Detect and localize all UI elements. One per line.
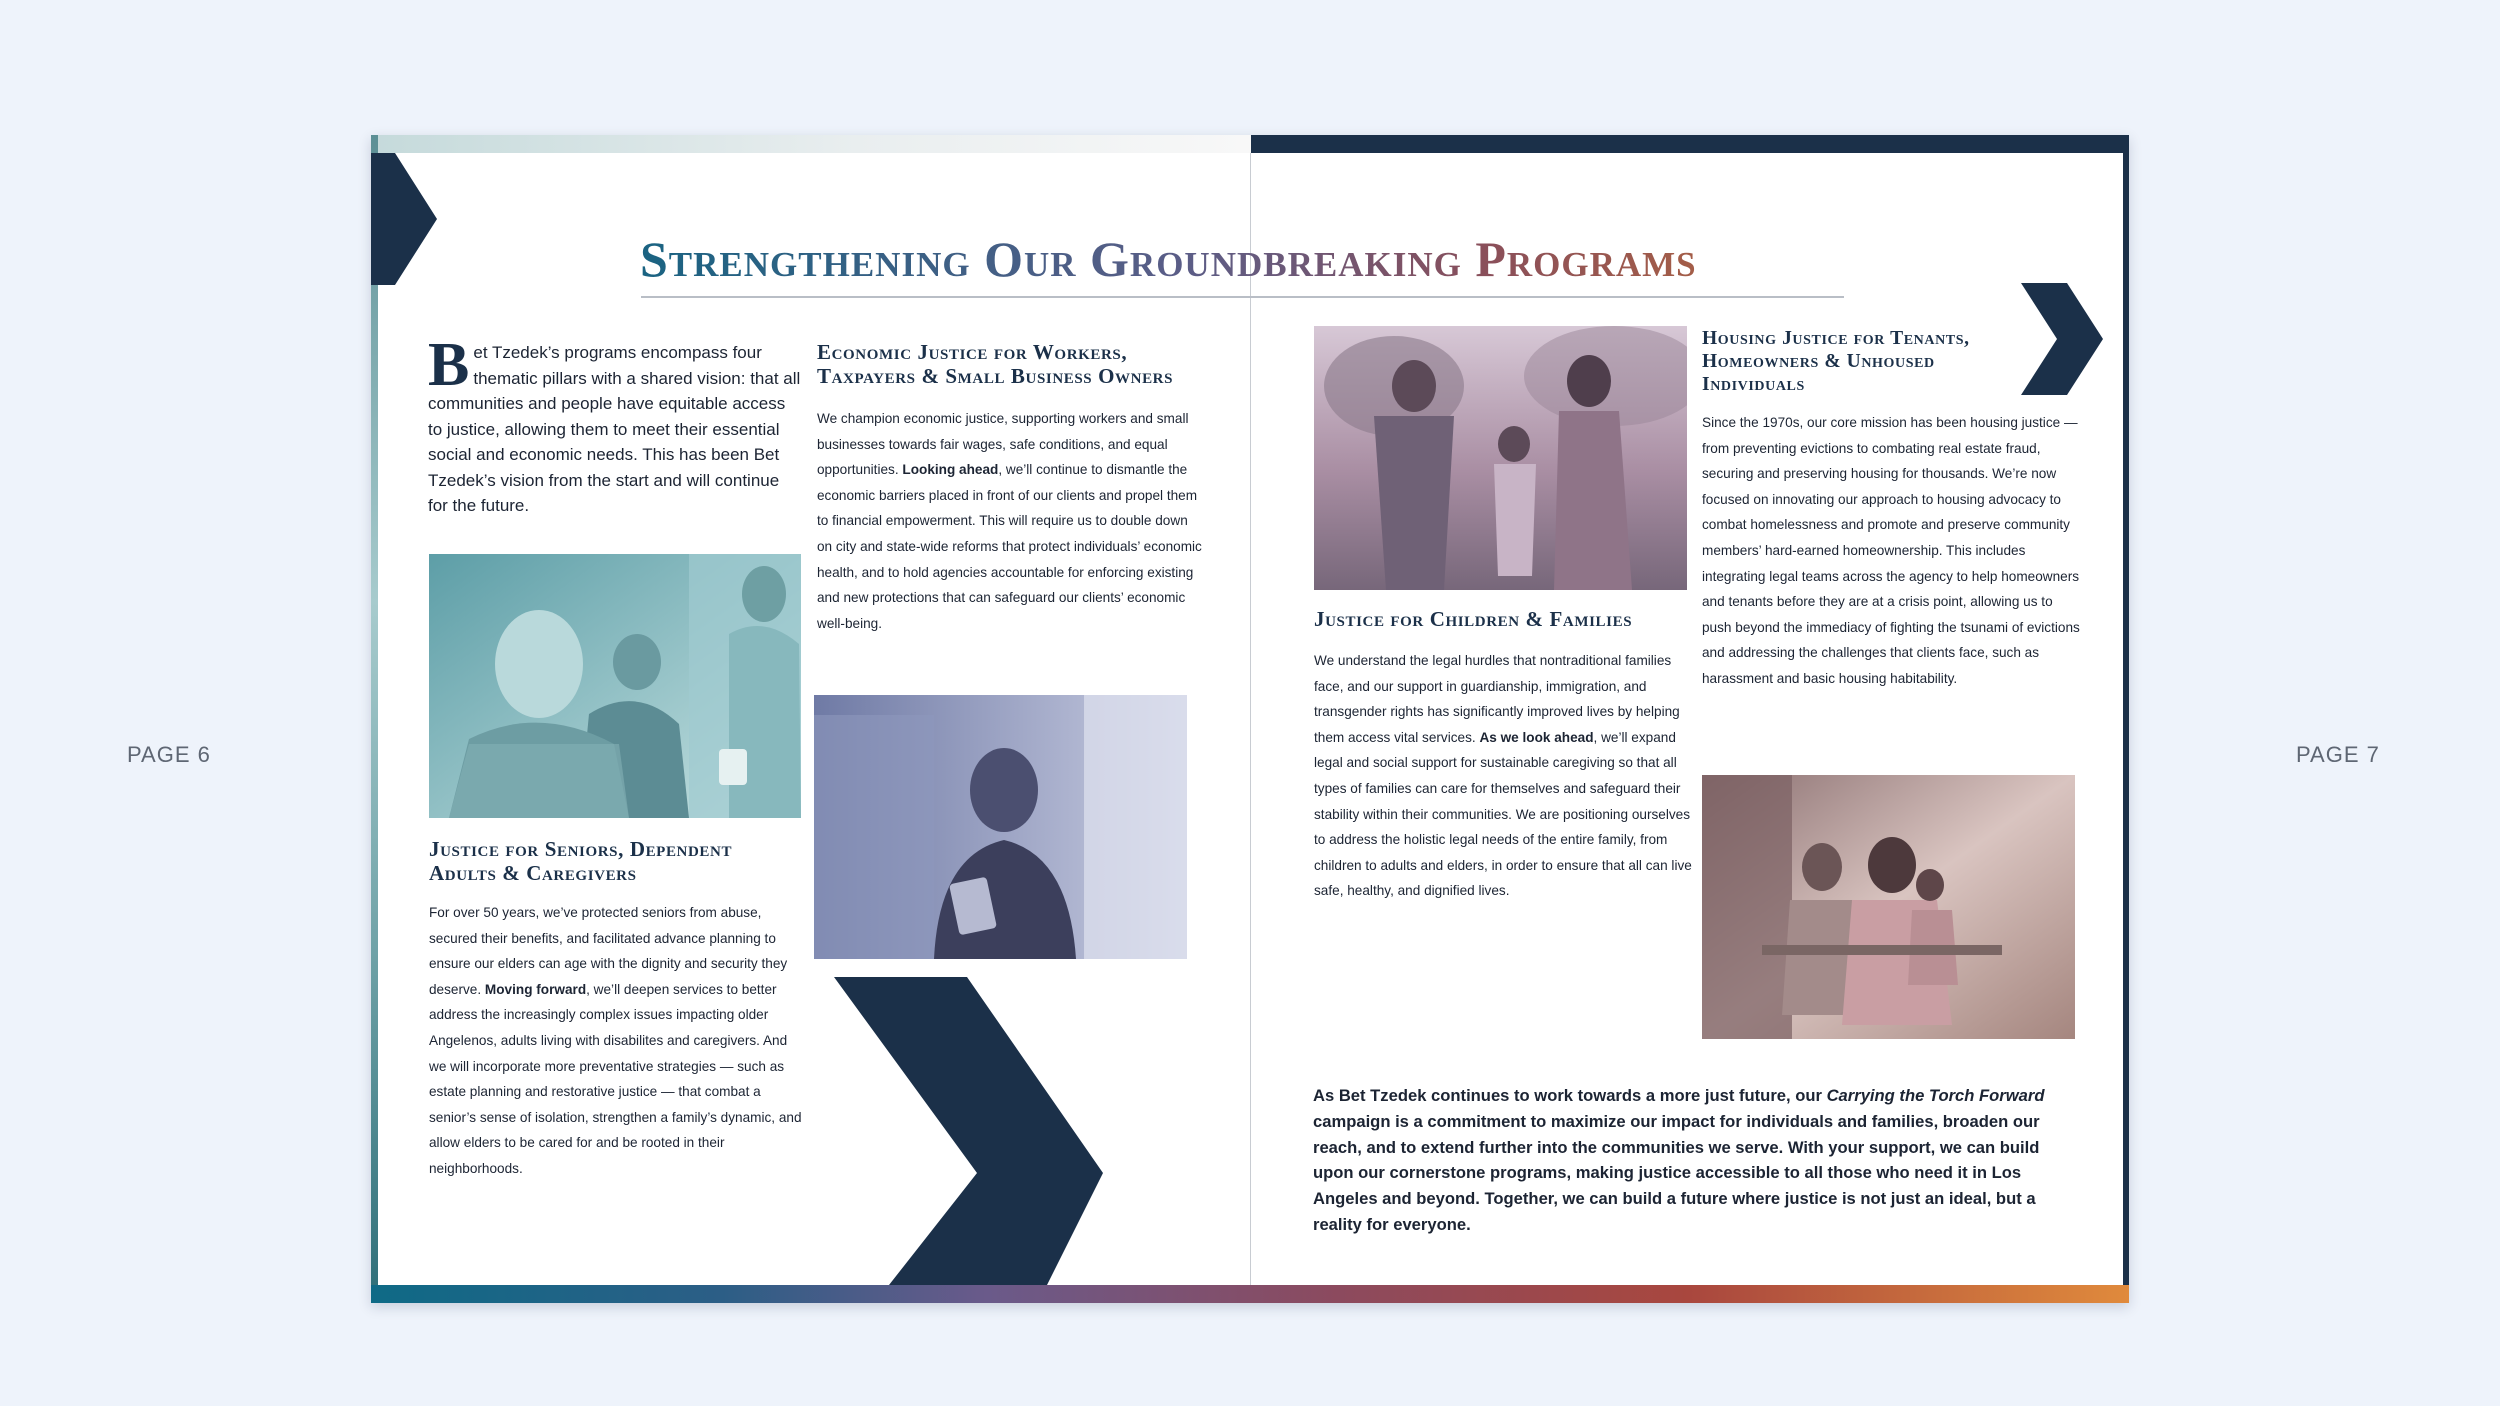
heading-economic: Economic Justice for Workers, Taxpayers & Small Business Owners (817, 340, 1174, 388)
page-gutter (1250, 153, 1251, 1285)
top-bar-left (371, 135, 1251, 153)
photo-business-owner (814, 695, 1187, 959)
page-label-right: PAGE 7 (2296, 742, 2380, 767)
drop-cap: B (428, 331, 470, 399)
body-seniors: For over 50 years, we’ve protected seniors from abuse, secured their benefits, and facilitated advance planning to ensure our elders can age with the dignity and security they deserve. Moving forward, we’ll deepen services to better address the increasingly complex issues impacting older Angelenos, adults living with disabilites and caregivers. And we will incorporate more preventative strategies — such as estate planning and restorative justice — that combat a senior’s sense of isolation, strengthen a family’s dynamic, and allow elders to be cared for and be rooted in their neighborhoods. (429, 905, 802, 1176)
closing-paragraph: As Bet Tzedek continues to work towards a more just future, our Carrying the Torch Forward campaign is a commitment to maximize our impact for individuals and families, broaden our reach, and to extend further into the communities we serve. With your support, we can build upon our cornerstone programs, making justice accessible to all those who need it in Los Angeles and beyond. Together, we can build a future where justice is not just an ideal, but a reality for everyone. (1313, 1086, 2045, 1234)
intro-paragraph (428, 331, 803, 519)
heading-housing: Housing Justice for Tenants, Homeowners & Unhoused Individuals (1702, 328, 1970, 395)
chevron-top-left-icon (371, 153, 441, 303)
body-children: We understand the legal hurdles that nontraditional families face, and our support in guardianship, immigration, and transgender rights has significantly improved lives by helping them access vital services. As we look ahead, we’ll expand legal and social support for sustainable caregiving so that all types of families can care for themselves and safeguard their stability within their communities. We are positioning ourselves to address the holistic legal needs of the entire family, from children to adults and elders, in order to ensure that all can live safe, healthy, and dignified lives. (1314, 653, 1692, 899)
heading-seniors: Justice for Seniors, Dependent Adults & Caregivers (429, 837, 733, 885)
photo-seniors (429, 554, 801, 818)
page-title: Strengthening Our Groundbreaking Programs (640, 230, 1850, 288)
body-economic: We champion economic justice, supporting workers and small businesses towards fair wages, safe conditions, and equal opportunities. Looking ahead, we’ll continue to dismantle the economic barriers placed in front of our clients and propel them to financial empowerment. This will require us to double down on city and state-wide reforms that protect individuals’ economic health, and to hold agencies accountable for enforcing existing and new protections that can safeguard our clients’ economic well-being. (817, 411, 1202, 631)
heading-children: Justice for Children & Families (1314, 607, 1633, 631)
chevron-large-icon (834, 977, 1106, 1285)
top-bar-right (1251, 135, 2129, 153)
photo-homeowners (1702, 775, 2075, 1039)
bottom-gradient-bar (371, 1285, 2129, 1303)
right-edge-strip (2123, 135, 2129, 1285)
body-housing: Since the 1970s, our core mission has been housing justice — from preventing evictions to combating real estate fraud, securing and preserving housing for thousands. We’re now focused on innovating our approach to housing advocacy to combat homelessness and promote and preserve community members’ hard-earned homeownership. This includes integrating legal teams across the agency to help homeowners and tenants before they are at a crisis point, allowing us to push beyond the immediacy of fighting the tsunami of evictions and addressing the challenges that clients face, such as harassment and basic housing habitability. (1702, 415, 2080, 686)
left-edge-strip (371, 135, 378, 1303)
title-rule (641, 296, 1844, 298)
intro-text: et Tzedek’s programs encompass four thematic pillars with a shared vision: that all communities and people have equitable access to justice, allowing them to meet their essential social and economic needs. This has been Bet Tzedek’s vision from the start and will continue for the future. (428, 343, 801, 515)
photo-family (1314, 326, 1687, 590)
brochure-spread (371, 135, 2129, 1303)
page-label-left: PAGE 6 (127, 742, 211, 767)
